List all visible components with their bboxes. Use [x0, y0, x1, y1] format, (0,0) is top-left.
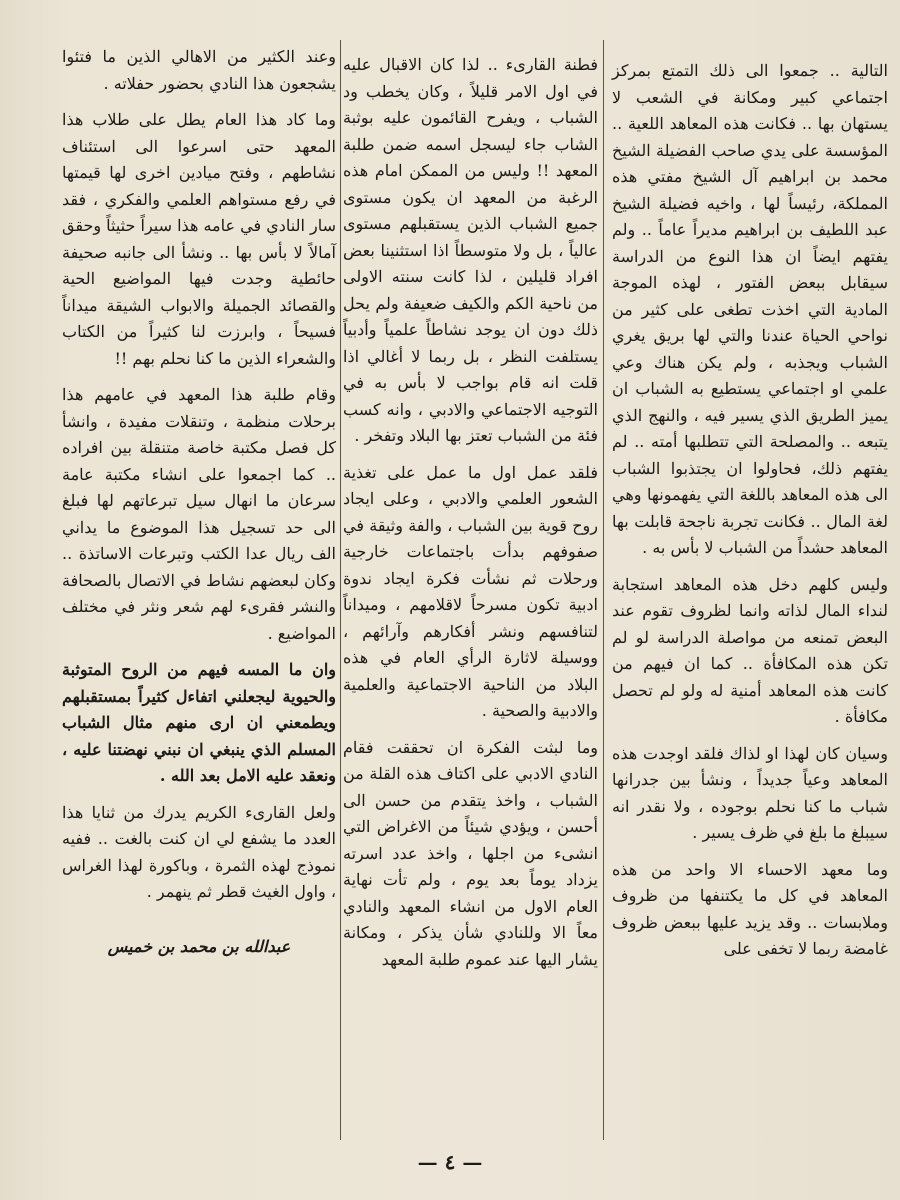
paragraph: فطنة القارىء .. لذا كان الاقبال عليه في اول الامر قليلاً ، وكان يخطب ود الشباب ، ويفرح القائمون عليه بوثبة الشاب جاء ليسجل اسمه ضمن طلبة المعهد !! وليس من الممكن امام هذه الرغبة من المعهد ان يكون مستوى جميع الشباب الذين يستقبلهم مستوى عالياً ، بل ولا متوسطاً اذا استثنينا بعض افراد قليلين ، لذا كانت سنته الاولى من ناحية الكم والكيف ضعيفة ولم يحل ذلك دون ان يوجد نشاطاً علمياً وأدبياً يستلفت النظر ، بل ربما لا أغالي اذا قلت انه قام بواجب لا بأس به في التوجيه الاجتماعي والادبي ، وانه كسب فئة من الشباب تعتز بها البلاد وتفخر . — [343, 55, 598, 445]
emphasized-paragraph: وان ما المسه فيهم من الروح المتوثبة والحيوية ليجعلني اتفاءل كثيراً بمستقبلهم ويطمعني ان ارى منهم مثال الشباب المسلم الذي ينبغي ان نبني نهضتنا عليه ، ونعقد عليه الامل بعد الله . — [62, 660, 336, 785]
paragraph: وقام طلبة هذا المعهد في عامهم هذا برحلات منظمة ، وتنقلات مفيدة ، وانشأ كل فصل مكتبة خاصة متنقلة بين افراده .. كما اجمعوا على انشاء مكتبة عامة سرعان ما انهال سيل تبرعاتهم لها فبلغ الى حد تسجيل هذا الموضوع ما يداني الف ريال عدا الكتب وتبرعات الاساتذة .. وكان لبعضهم نشاط في الاتصال بالصحافة والنشر فقرىء لهم شعر ونثر في مختلف المواضيع . — [61, 385, 336, 643]
page-number: — ٤ — — [417, 1150, 483, 1174]
column-divider — [603, 40, 604, 1140]
paragraph: وما معهد الاحساء الا واحد من هذه المعاهد في كل ما يكتنفها من ظروف وملابسات .. وقد يزيد عليها ببعض ظروف غامضة ربما لا تخفى على — [612, 859, 888, 958]
paragraph: وعند الكثير من الاهالي الذين ما فتئوا يشجعون هذا النادي بحضور حفلاته . — [62, 47, 336, 93]
paragraph: وما لبثت الفكرة ان تحققت فقام النادي الادبي على اكتاف هذه القلة من الشباب ، واخذ يتقدم من حسن الى أحسن ، ويؤدي شيئاً من الاغراض التي انشىء من اجلها ، واخذ عدد اسرته يزداد يوماً بعد يوم ، ولم تأت نهاية العام الاول من انشاء المعهد والنادي معاً الا وللنادي شأن يذكر ، ومكانة يشار اليها عند عموم طلبة المعهد — [343, 737, 598, 969]
article-column-middle — [343, 52, 598, 983]
paragraph: التالية .. جمعوا الى ذلك التمتع بمركز اجتماعي كبير ومكانة في الشعب لا يستهان بها .. فكانت هذه المعاهد اللعية .. المؤسسة على يدي صاحب الفضيلة الشيخ محمد بن ابراهيم آل الشيخ مفتي هذه المملكة، رئيساً لها ، واخيه فضيلة الشيخ عبد اللطيف بن ابراهيم مديراً عاماً .. ولم يفتهم ايضاً ان هذا النوع من الدراسة سيقابل ببعض الفتور ، لهذه الموجة المادية التي اخذت تطغى على كثير من نواحي الحياة عندنا والتي لها بريق يغري الشباب ويجذبه ، ولم يكن هناك وعي علمي او اجتماعي يستطيع به الشباب ان يميز الطريق الذي يسير فيه ، والنهج الذي يتبعه .. والمصلحة التي تتطلبها أمته .. لم يفتهم ذلك، فحاولوا ان يجتذبوا الشباب الى هذه المعاهد باللغة التي يفهمونها وهي لغة المال .. فكانت تجربة ناجحة قابلت بها المعاهد حشداً من الشباب لا بأس به . — [612, 61, 888, 557]
article-column-right — [612, 58, 888, 973]
article-column-left — [62, 44, 336, 960]
paragraph: وما كاد هذا العام يطل على طلاب هذا المعهد حتى اسرعوا الى استئناف نشاطهم ، وفتح ميادين اخرى لها قيمتها في رفع مستواهم العلمي والفكري ، فقد سار النادي في عامه هذا سيراً حثيثاً وحقق آمالاً لا بأس بها .. ونشأ الى جانبه صحيفة حائطية وجدت فيها المواضيع الحية والقصائد الجميلة والابواب الشيقة ميداناً فسيحاً ، وابرزت لنا كثيراً من الكتاب والشعراء الذين ما كنا نحلم بهم !! — [62, 110, 336, 368]
column-divider — [340, 40, 341, 1140]
paragraph: وليس كلهم دخل هذه المعاهد استجابة لنداء المال لذاته وانما لظروف تقوم عند البعض تمنعه من مواصلة الدراسة لو لم تكن هذه المكافأة .. كما ان فيهم من كانت هذه المعاهد أمنية له ولو لم تحصل مكافأة . — [612, 574, 888, 726]
paragraph: فلقد عمل اول ما عمل على تغذية الشعور العلمي والادبي ، وعلى ايجاد روح قوية بين الشباب ، والفة وثيقة في صفوفهم بدأت باجتماعات خارجية ورحلات ثم نشأت فكرة ايجاد ندوة ادبية تكون مسرحاً لاقلامهم ، وميداناً لتنافسهم ونشر أفكارهم وآرائهم ، ووسيلة لاثارة الرأي العام في هذه البلاد من الناحية الاجتماعية والعلمية والادبية والصحية . — [343, 462, 598, 720]
paragraph: ولعل القارىء الكريم يدرك من ثنايا هذا العدد ما يشفع لي ان كنت بالغت .. ففيه نموذج لهذه الثمرة ، وباكورة لهذا الغراس ، واول الغيث قطر ثم ينهمر . — [62, 802, 336, 901]
paragraph: وسيان كان لهذا او لذاك فلقد اوجدت هذه المعاهد وعياً جديداً ، ونشأ بين جدرانها شباب ما كنا نحلم بوجوده ، ولا نقدر انه سيبلغ ما بلغ في ظرف يسير . — [612, 743, 888, 842]
author-signature: عبدالله بن محمد بن خميس — [107, 936, 291, 956]
